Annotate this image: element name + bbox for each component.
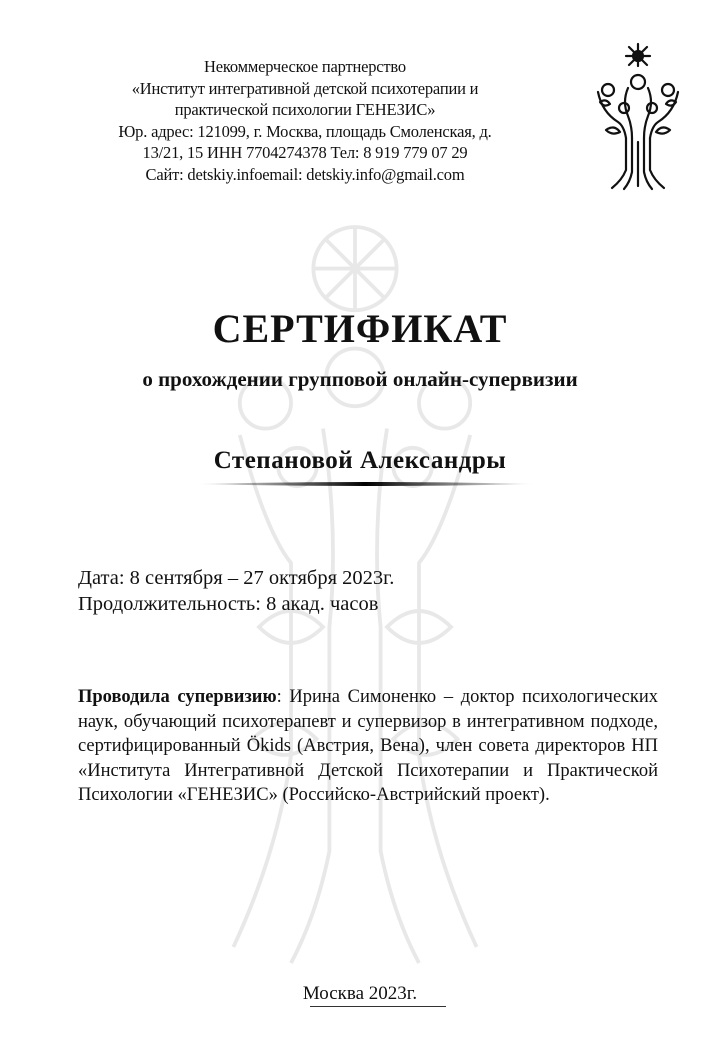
header-line-1: Некоммерческое партнерство [204,57,406,76]
duration-line: Продолжительность: 8 акад. часов [78,593,379,615]
date-line: Дата: 8 сентября – 27 октября 2023г. [78,567,395,589]
course-details [78,565,394,617]
header-line-6: Сайт: detskiy.infoemail: detskiy.info@gmail.com [145,164,465,184]
header-line-5: 13/21, 15 ИНН 7704274378 Тел: 8 919 779 07 29 [142,143,468,162]
header-line-4: Юр. адрес: 121099, г. Москва, площадь Смоленская, д. [118,121,492,141]
certificate-title: СЕРТИФИКАТ [212,306,508,351]
place-year: Москва 2023г. [302,983,418,1004]
supervisor-description [78,685,658,808]
organization-header [70,56,540,185]
supervisor-text: : Ирина Симоненко – доктор психологических наук, обучающий психотерапевт и супервизор в интегративном подходе, сертифицированный Ökids (Австрия, Вена), член совета директоров НП «Института Интегративной Детской Психотерапии и Практической Психологии «ГЕНЕЗИС» (Российско-Австрийский проект). [78,687,658,805]
supervisor-label: Проводила супервизию [78,687,277,707]
header-line-3: практической психологии ГЕНЕЗИС» [174,100,436,119]
footer-underline [310,1006,446,1007]
certificate-subtitle: о прохождении групповой онлайн-супервизии [142,367,578,391]
recipient-name: Степановой Александры [213,447,507,474]
name-underline-divider [195,481,535,487]
header-line-2: «Институт интегративной детской психотерапии и [131,78,479,98]
tree-family-logo-icon [592,42,684,192]
